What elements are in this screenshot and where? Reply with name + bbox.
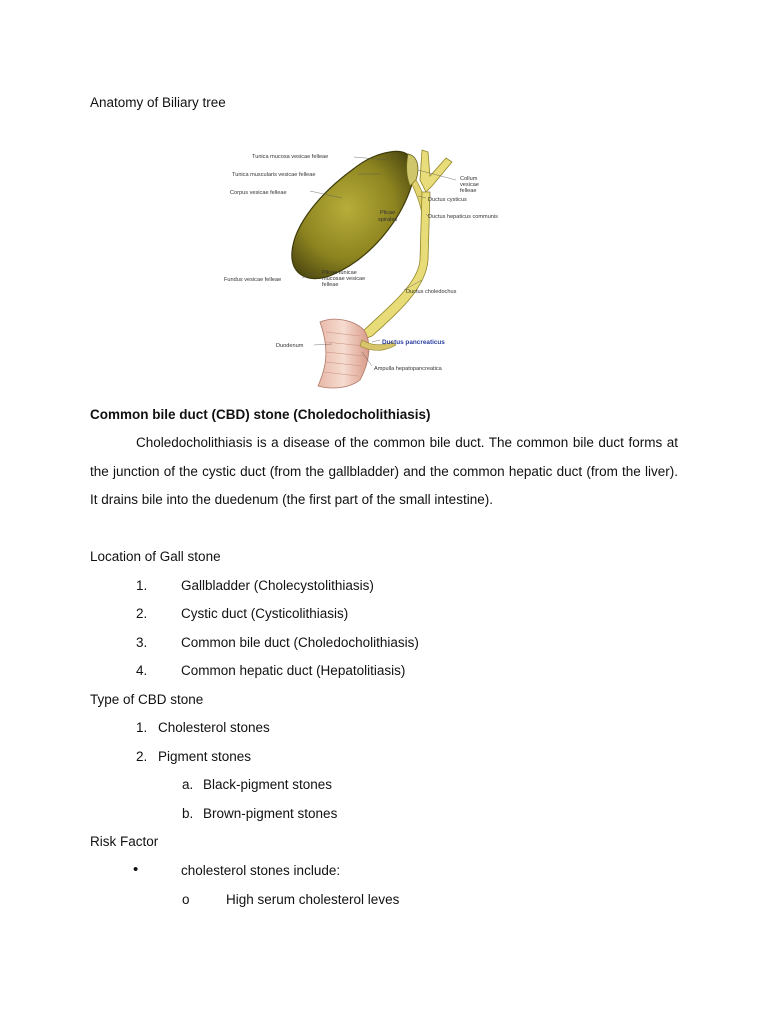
page-heading: Anatomy of Biliary tree [90,95,226,110]
sublist-item-letter: a. [182,777,194,792]
label-tunica-mucosa: Tunica mucosa vesicae felleae [252,154,329,160]
label-plicae-spirales-1: Plicae [380,210,396,216]
sublist-item: Brown-pigment stones [203,806,338,821]
biliary-tree-figure [222,140,532,395]
label-collum-2: vesicae [460,182,479,188]
label-corpus: Corpus vesicae felleae [230,190,287,196]
cbd-paragraph-text: Choledocholithiasis is a disease of the common bile duct. The common bile duct forms at the junction of the cystic duct (from the gallbladder) and the common hepatic duct (from the liver). It drains bile into the duedenum (the first part of the small intestine). [90,435,678,508]
list-item: Cholesterol stones [158,720,270,735]
list-item-number: 3. [136,635,148,650]
label-ductus-choledochus: Ductus choledochus [406,289,457,295]
list-item-number: 1. [136,578,148,593]
cbd-heading: Common bile duct (CBD) stone (Choledocholithiasis) [90,407,431,422]
list-item: Gallbladder (Cholecystolithiasis) [181,578,374,593]
list-item: cholesterol stones include: [181,863,341,878]
label-plicae-tunicae-2: mucosae vesicae [322,276,366,282]
label-ampulla: Ampulla hepatopancreatica [374,366,442,372]
list-item: Cystic duct (Cysticolithiasis) [181,606,349,621]
list-item: Common hepatic duct (Hepatolitiasis) [181,663,406,678]
list-item: High serum cholesterol leves [226,892,400,907]
label-plicae-tunicae-3: felleae [322,282,339,288]
label-ductus-cysticus: Ductus cysticus [428,197,467,203]
sublist-item: Black-pigment stones [203,777,333,792]
list-item: Common bile duct (Choledocholithiasis) [181,635,419,650]
bullet-icon: • [133,861,139,878]
hepatic-duct-shape [420,150,452,192]
list-item-number: 2. [136,606,148,621]
type-heading: Type of CBD stone [90,692,204,707]
sublist-item-letter: b. [182,806,194,821]
label-collum-1: Collum [460,176,478,182]
label-duodenum: Duodenum [276,343,304,349]
label-ductus-pancreaticus: Ductus pancreaticus [382,339,445,346]
risk-heading: Risk Factor [90,834,159,849]
sub-bullet-icon: o [182,892,190,907]
label-tunica-muscularis: Tunica muscularis vesicae felleae [232,172,316,178]
list-item-number: 4. [136,663,148,678]
location-heading: Location of Gall stone [90,549,221,564]
list-item: Pigment stones [158,749,252,764]
label-plicae-tunicae-1: Plicae tunicae [322,270,357,276]
label-collum-3: felleae [460,188,477,194]
cbd-paragraph [90,429,678,515]
label-fundus: Fundus vesicae felleae [224,277,282,283]
gallbladder-shape [292,151,414,278]
label-ductus-hepaticus: Ductus hepaticus communis [428,214,498,220]
list-item-number: 1. [136,720,148,735]
label-plicae-spirales-2: spirales [378,217,398,223]
list-item-number: 2. [136,749,148,764]
